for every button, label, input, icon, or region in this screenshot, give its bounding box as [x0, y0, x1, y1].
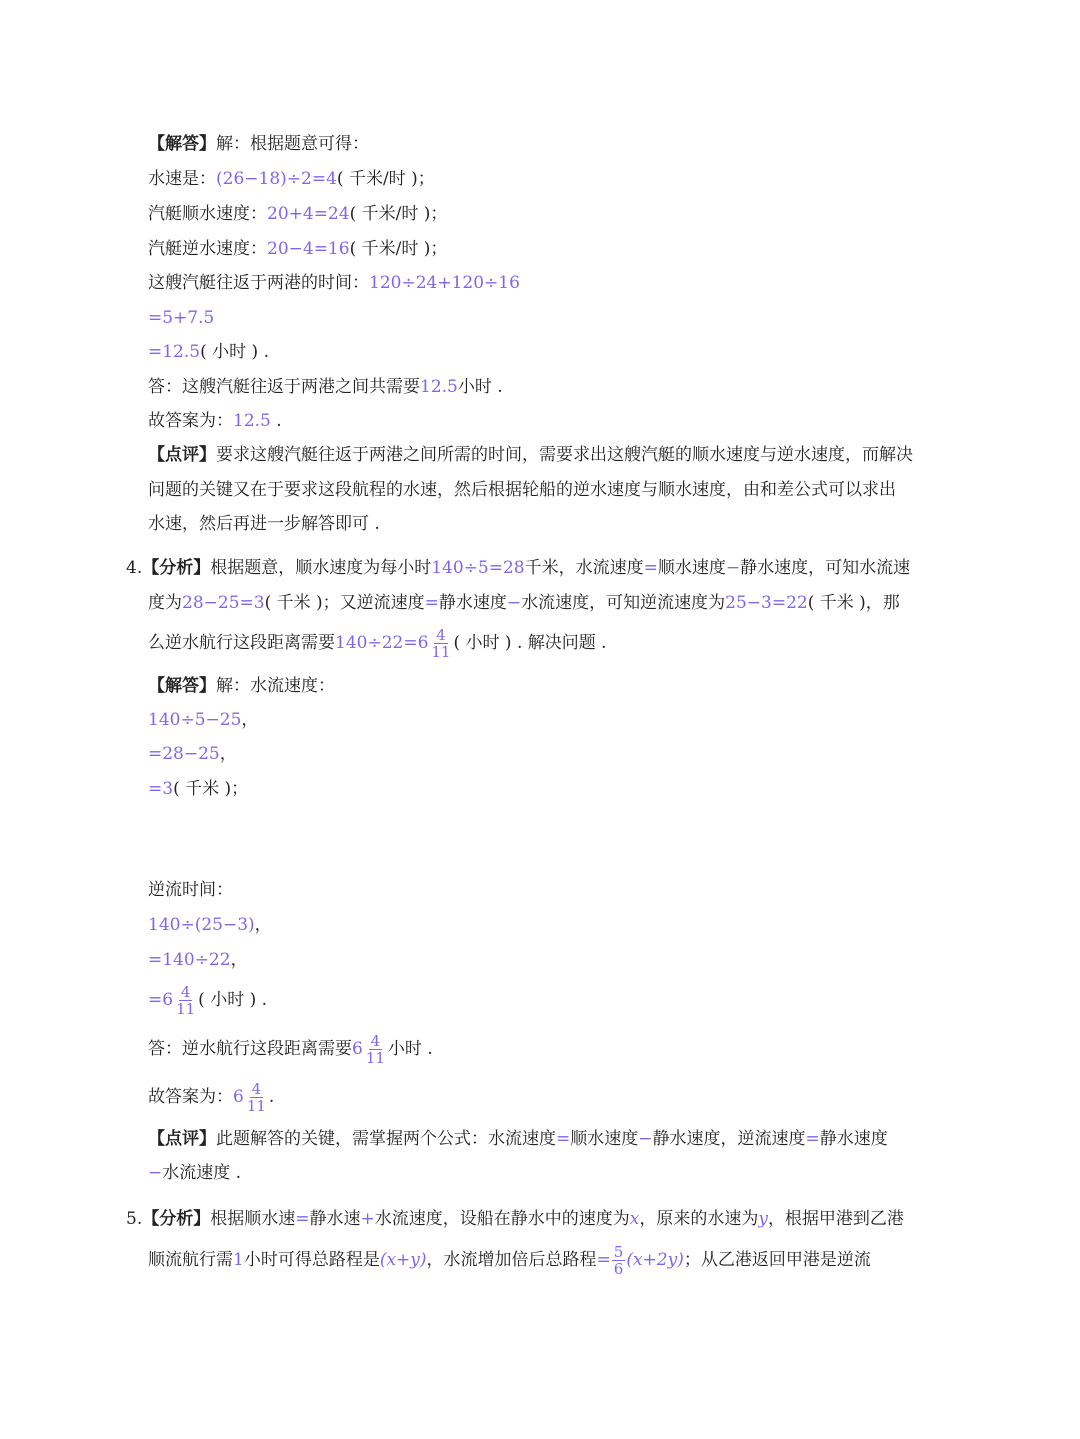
unit: ( 千米 )；: [173, 779, 249, 799]
punct: .: [270, 411, 282, 431]
math: =5+7.5: [148, 308, 215, 328]
unit: 小时 .: [457, 377, 503, 397]
unit: ( 千米/时 )；: [349, 239, 448, 259]
q3-line-downstream: [148, 203, 447, 225]
math: (x+2y): [626, 1250, 684, 1270]
unit: ( 小时 ) .: [200, 342, 269, 362]
text: 水速是：: [148, 169, 216, 189]
text: ；从乙港返回甲港是逆流: [683, 1250, 871, 1270]
text: 千米，水流速度: [524, 558, 644, 578]
q3-line-water-speed: [148, 168, 435, 190]
text: ( 小时 ) . 解决问题 .: [453, 633, 607, 653]
punct: ，: [219, 744, 237, 764]
text: 静水速度: [438, 593, 507, 613]
math: =12.5: [148, 342, 201, 362]
math: =28−25: [148, 744, 220, 764]
text: 故答案为：: [148, 1087, 233, 1107]
text: 汽艇顺水速度：: [148, 204, 267, 224]
q4-analysis-line-3: [148, 626, 607, 660]
punct: ，: [230, 950, 248, 970]
text: 静水速度: [819, 1129, 888, 1149]
text: 静水速度，可知水流速: [740, 558, 911, 578]
unit: ( 千米/时 )；: [336, 169, 435, 189]
text: 水流速度，可知逆流速度为: [521, 593, 726, 613]
math: 140÷22=6: [335, 633, 429, 653]
q4-answer-heading: [148, 675, 335, 697]
text: ( 千米 )，那: [807, 593, 900, 613]
math: 120÷24+120÷16: [369, 273, 520, 293]
q3-line-conclusion: [148, 376, 503, 398]
text: 逆流时间：: [148, 880, 233, 900]
text: 静水速: [309, 1209, 361, 1229]
numerator: 4: [436, 625, 446, 644]
text: 答：逆水航行这段距离需要: [148, 1039, 352, 1059]
math: 140÷5=28: [431, 558, 525, 578]
math: =: [424, 593, 439, 613]
comment-label: 【点评】: [148, 445, 216, 465]
math: x: [629, 1209, 640, 1229]
q4-step-2: [148, 743, 237, 765]
q4-step-6: [148, 983, 267, 1017]
unit: 小时 .: [387, 1039, 433, 1059]
math: =: [556, 1129, 571, 1149]
math: 25−3=22: [725, 593, 808, 613]
text: ( 千米 )；又逆流速度: [264, 593, 425, 613]
text: 顺水速度: [570, 1129, 639, 1149]
text: 此题解答的关键，需掌握两个公式：水流速度: [216, 1129, 556, 1149]
math: =: [596, 1250, 611, 1270]
math: (x+y): [379, 1250, 427, 1270]
q3-answer-heading: [148, 133, 369, 155]
math: 6: [352, 1039, 363, 1059]
text: 顺流航行需: [148, 1250, 233, 1270]
q4-analysis-line-1: [126, 557, 910, 579]
math: 12.5: [233, 411, 271, 431]
q3-line-upstream: [148, 238, 447, 260]
q4-upstream-time-heading: [148, 879, 233, 901]
q3-line-result: [148, 341, 269, 363]
q4-step-1: [148, 709, 258, 731]
math: =: [805, 1129, 820, 1149]
text: 顺水速度: [657, 558, 726, 578]
question-number: 4.: [126, 558, 143, 578]
text: ，水流增加倍后总路程: [426, 1250, 597, 1270]
q4-step-5: [148, 949, 248, 971]
math: −: [638, 1129, 653, 1149]
text: 度为: [148, 593, 182, 613]
text: 水流速度，设船在静水中的速度为: [374, 1209, 630, 1229]
text: ，根据甲港到乙港: [767, 1209, 904, 1229]
math: 12.5: [420, 377, 458, 397]
math: 20−4=16: [267, 239, 350, 259]
q4-comment-line-2: [148, 1162, 241, 1184]
text: 小时可得总路程是: [243, 1250, 380, 1270]
text: 水流速度 .: [162, 1163, 242, 1183]
math: =3: [148, 779, 174, 799]
unit: ( 小时 ) .: [198, 990, 268, 1010]
text: 根据题意，顺水速度为每小时: [210, 558, 432, 578]
punct: .: [268, 1087, 275, 1107]
q5-analysis-line-1: [126, 1208, 904, 1230]
math: −: [725, 558, 741, 578]
text: 么逆水航行这段距离需要: [148, 633, 335, 653]
text: 问题的关键又在于要求这段航程的水速，然后根据轮船的逆水速度与顺水速度，由和差公式可以求出: [148, 480, 896, 500]
math: +: [360, 1209, 375, 1229]
q5-analysis-line-2: [148, 1243, 871, 1277]
math: −: [506, 593, 522, 613]
q4-step-4: [148, 914, 272, 936]
math: 20+4=24: [267, 204, 350, 224]
q3-line-round-trip: [148, 272, 520, 294]
text: 静水速度，逆流速度: [652, 1129, 806, 1149]
q4-comment-line-1: [148, 1128, 888, 1150]
math: 1: [233, 1250, 244, 1270]
answer-intro: 解：根据题意可得：: [216, 134, 369, 154]
text: 故答案为：: [148, 411, 233, 431]
text: 根据顺水速: [210, 1209, 296, 1229]
punct: ，: [241, 710, 259, 730]
q4-step-3: [148, 778, 248, 800]
q4-final-answer: [148, 1080, 274, 1114]
fraction: [429, 627, 452, 660]
question-number: 5.: [126, 1209, 143, 1229]
math: =: [295, 1209, 310, 1229]
q3-line-final-answer: [148, 410, 282, 432]
text: 要求这艘汽艇往返于两港之间所需的时间，需要求出这艘汽艇的顺水速度与逆水速度，而解决: [216, 445, 913, 465]
q4-analysis-line-2: [148, 592, 900, 614]
numerator: 4: [180, 982, 191, 1001]
denominator: 11: [431, 642, 451, 661]
comment-label: 【点评】: [148, 1129, 216, 1149]
math: =6: [148, 990, 174, 1010]
analysis-label: 【分析】: [142, 558, 211, 578]
answer-label: 【解答】: [148, 134, 216, 154]
math: 28−25=3: [182, 593, 265, 613]
denominator: 11: [176, 999, 196, 1018]
text: 这艘汽艇往返于两港的时间：: [148, 273, 369, 293]
q3-comment-line-2: [148, 479, 896, 501]
q4-conclusion: [148, 1032, 433, 1066]
answer-label: 【解答】: [148, 676, 216, 696]
denominator: 11: [365, 1048, 385, 1067]
denominator: 6: [613, 1259, 624, 1278]
fraction: [364, 1033, 387, 1066]
math: 6: [233, 1087, 244, 1107]
unit: ( 千米/时 )；: [349, 204, 448, 224]
punct: ，: [254, 915, 272, 935]
q3-comment-line-1: [148, 444, 913, 466]
numerator: 4: [251, 1079, 262, 1098]
fraction: [612, 1244, 626, 1277]
analysis-label: 【分析】: [142, 1209, 211, 1229]
fraction: [245, 1081, 268, 1114]
math: y: [758, 1209, 768, 1229]
numerator: 4: [370, 1031, 381, 1050]
math: −: [148, 1163, 163, 1183]
fraction: [174, 984, 197, 1017]
q3-comment-line-3: [148, 513, 380, 535]
answer-intro: 解：水流速度：: [216, 676, 335, 696]
math: =: [643, 558, 658, 578]
math: (26−18)÷2=4: [216, 169, 337, 189]
denominator: 11: [246, 1096, 266, 1115]
text: 水速，然后再进一步解答即可 .: [148, 514, 380, 534]
numerator: 5: [613, 1242, 624, 1261]
text: ，原来的水速为: [639, 1209, 759, 1229]
text: 汽艇逆水速度：: [148, 239, 267, 259]
text: 答：这艘汽艇往返于两港之间共需要: [148, 377, 420, 397]
math: =140÷22: [148, 950, 231, 970]
q3-line-step: [148, 307, 214, 329]
math: 140÷(25−3): [148, 915, 255, 935]
math: 140÷5−25: [148, 710, 242, 730]
